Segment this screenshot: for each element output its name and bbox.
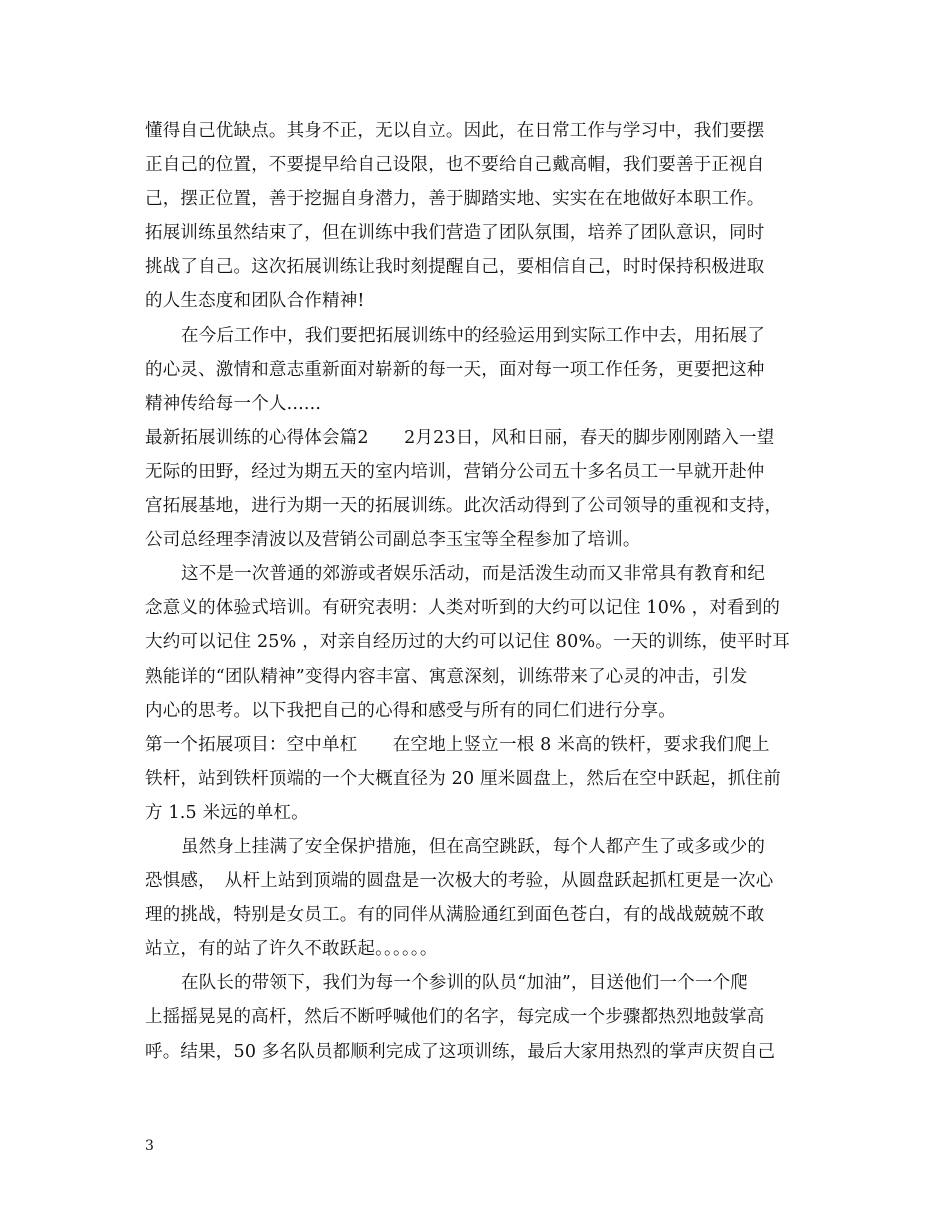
- text-line: 方 1.5 米远的单杠。: [145, 802, 309, 823]
- section-heading-line: 最新拓展训练的心得体会篇2 2月23日，风和日丽，春天的脚步刚刚踏入一望: [145, 427, 775, 448]
- text-line: 的心灵、激情和意志重新面对崭新的每一天，面对每一项工作任务，更要把这种: [145, 359, 765, 380]
- paragraph-first-line: 在队长的带领下，我们为每一个参训的队员“加油”，目送他们一个一个爬: [181, 973, 748, 994]
- text-line: 拓展训练虽然结束了，但在训练中我们营造了团队氛围，培养了团队意识，同时: [145, 223, 765, 244]
- text-line: 念意义的体验式培训。有研究表明：人类对听到的大约可以记住 10% ，对看到的: [145, 598, 781, 619]
- text-line: 精神传给每一个人......: [145, 393, 322, 414]
- text-line: 懂得自己优缺点。其身不正，无以自立。因此，在日常工作与学习中，我们要摆: [145, 121, 765, 141]
- text-line: 熟能详的“团队精神”变得内容丰富、寓意深刻，训练带来了心灵的冲击，引发: [145, 666, 748, 687]
- text-line: 内心的思考。以下我把自己的心得和感受与所有的同仁们进行分享。: [145, 700, 676, 721]
- project-heading-line: 第一个拓展项目：空中单杠 在空地上竖立一根 8 米高的铁杆，要求我们爬上: [145, 734, 770, 755]
- text-line: 呼。结果，50 多名队员都顺利完成了这项训练，最后大家用热烈的掌声庆贺自己: [145, 1041, 776, 1062]
- text-line: 站立，有的站了许久不敢跃起。。。。。。: [145, 939, 438, 960]
- text-line: 己，摆正位置，善于挖掘自身潜力，善于脚踏实地、实实在在地做好本职工作。: [145, 189, 765, 210]
- text-line: 理的挑战，特别是女员工。有的同伴从满脸通红到面色苍白，有的战战兢兢不敢: [145, 905, 765, 926]
- page-number: 3: [145, 1138, 154, 1154]
- text-line: 铁杆，站到铁杆顶端的一个大概直径为 20 厘米圆盘上，然后在空中跃起，抓住前: [145, 768, 781, 789]
- paragraph-first-line: 这不是一次普通的郊游或者娱乐活动，而是活泼生动而又非常具有教育和纪: [181, 564, 766, 585]
- text-line: 大约可以记住 25% ，对亲自经历过的大约可以记住 80%。一天的训练，使平时耳: [145, 632, 790, 653]
- text-line: 的人生态度和团队合作精神!: [145, 291, 365, 312]
- text-line: 恐惧感， 从杆上站到顶端的圆盘是一次极大的考验，从圆盘跃起抓杠更是一次心: [145, 871, 774, 892]
- text-line: 公司总经理李清波以及营销公司副总李玉宝等全程参加了培训。: [145, 530, 641, 551]
- text-line: 无际的田野，经过为期五天的室内培训，营销分公司五十多名员工一早就开赴仲: [145, 461, 765, 482]
- page-content: [145, 114, 810, 1069]
- text-line: 挑战了自己。这次拓展训练让我时刻提醒自己，要相信自己，时时保持积极进取: [145, 257, 765, 278]
- text-line: 正自己的位置，不要提早给自己设限，也不要给自己戴高帽，我们要善于正视自: [145, 155, 765, 176]
- paragraph-first-line: 在今后工作中，我们要把拓展训练中的经验运用到实际工作中去，用拓展了: [181, 325, 766, 346]
- text-line: 宫拓展基地，进行为期一天的拓展训练。此次活动得到了公司领导的重视和支持，: [145, 496, 783, 517]
- text-line: 上摇摇晃晃的高杆，然后不断呼喊他们的名字，每完成一个步骤都热烈地鼓掌高: [145, 1007, 765, 1028]
- paragraph-first-line: 虽然身上挂满了安全保护措施，但在高空跳跃，每个人都产生了或多或少的: [181, 836, 766, 857]
